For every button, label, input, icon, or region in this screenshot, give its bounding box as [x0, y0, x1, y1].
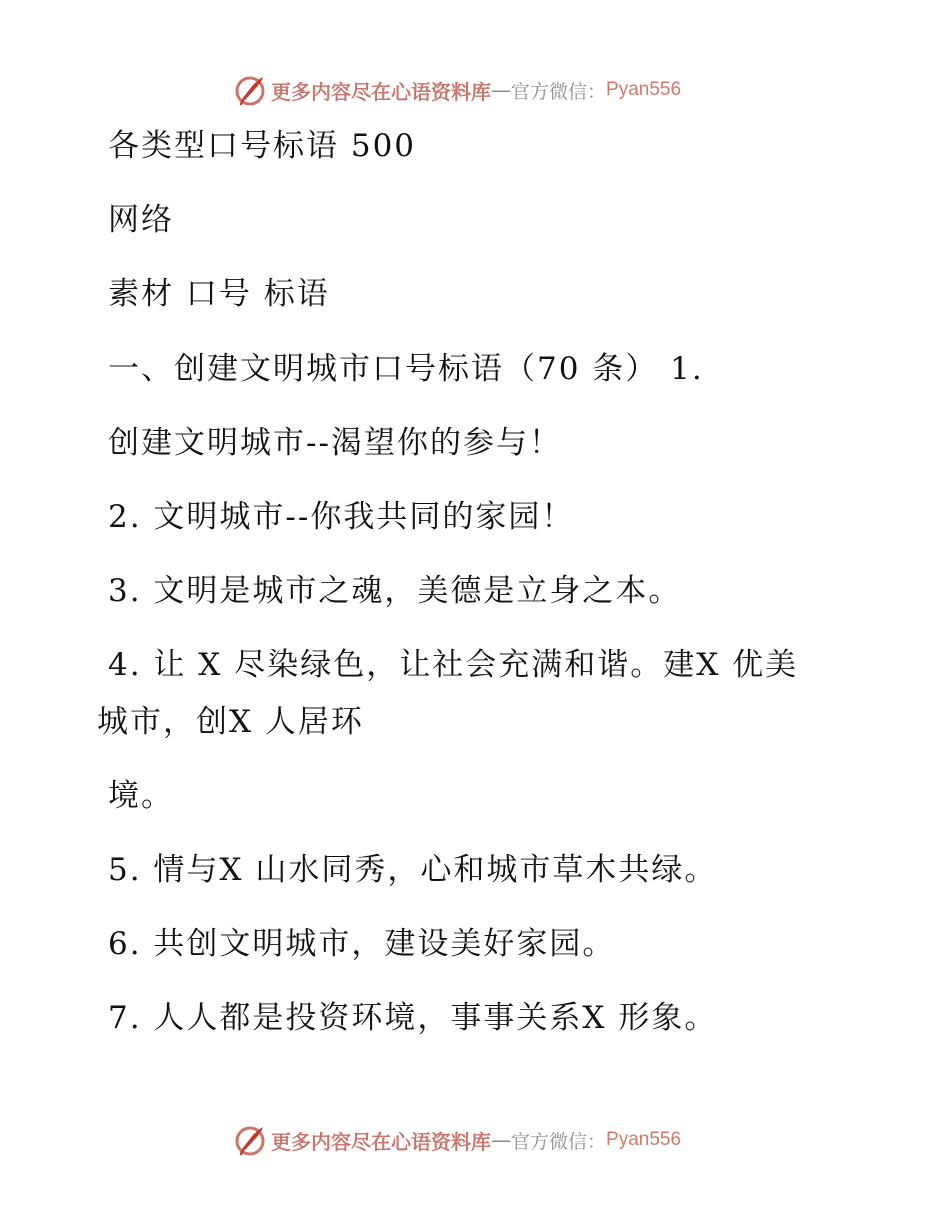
quill-logo-icon: [233, 1123, 267, 1157]
footer-separator: —: [491, 1128, 511, 1152]
doc-line: 3. 文明是城市之魂，美德是立身之本。: [108, 573, 682, 609]
doc-line: 7. 人人都是投资环境，事事关系X 形象。: [108, 1000, 718, 1036]
doc-line-title: 各类型口号标语 500: [108, 128, 417, 164]
footer-subtitle: 官方微信：: [511, 1130, 607, 1153]
doc-line-section-heading: 一、创建文明城市口号标语（70 条） 1.: [108, 351, 704, 387]
footer-watermark: [233, 1122, 703, 1158]
header-watermark: [233, 72, 703, 108]
doc-line: 城市，创X 人居环: [97, 704, 364, 740]
footer-brand-text: 更多内容尽在心语资料库: [271, 1129, 491, 1154]
quill-logo-icon: [233, 73, 267, 107]
doc-line: 创建文明城市--渴望你的参与！: [108, 425, 562, 461]
header-separator: —: [491, 78, 511, 102]
footer-wechat-id: Pyan556: [606, 1129, 682, 1150]
header-wechat-id: Pyan556: [606, 79, 682, 100]
doc-line: 素材 口号 标语: [108, 276, 330, 312]
header-subtitle: 官方微信：: [511, 80, 607, 103]
doc-line: 5. 情与X 山水同秀，心和城市草木共绿。: [108, 852, 718, 888]
doc-line: 境。: [108, 778, 174, 814]
doc-line: 4. 让 X 尽染绿色，让社会充满和谐。建X 优美: [108, 647, 799, 683]
doc-line: 网络: [108, 202, 174, 238]
doc-line: 6. 共创文明城市，建设美好家园。: [108, 926, 616, 962]
header-brand-text: 更多内容尽在心语资料库: [271, 79, 491, 104]
doc-line: 2. 文明城市--你我共同的家园！: [108, 499, 575, 535]
